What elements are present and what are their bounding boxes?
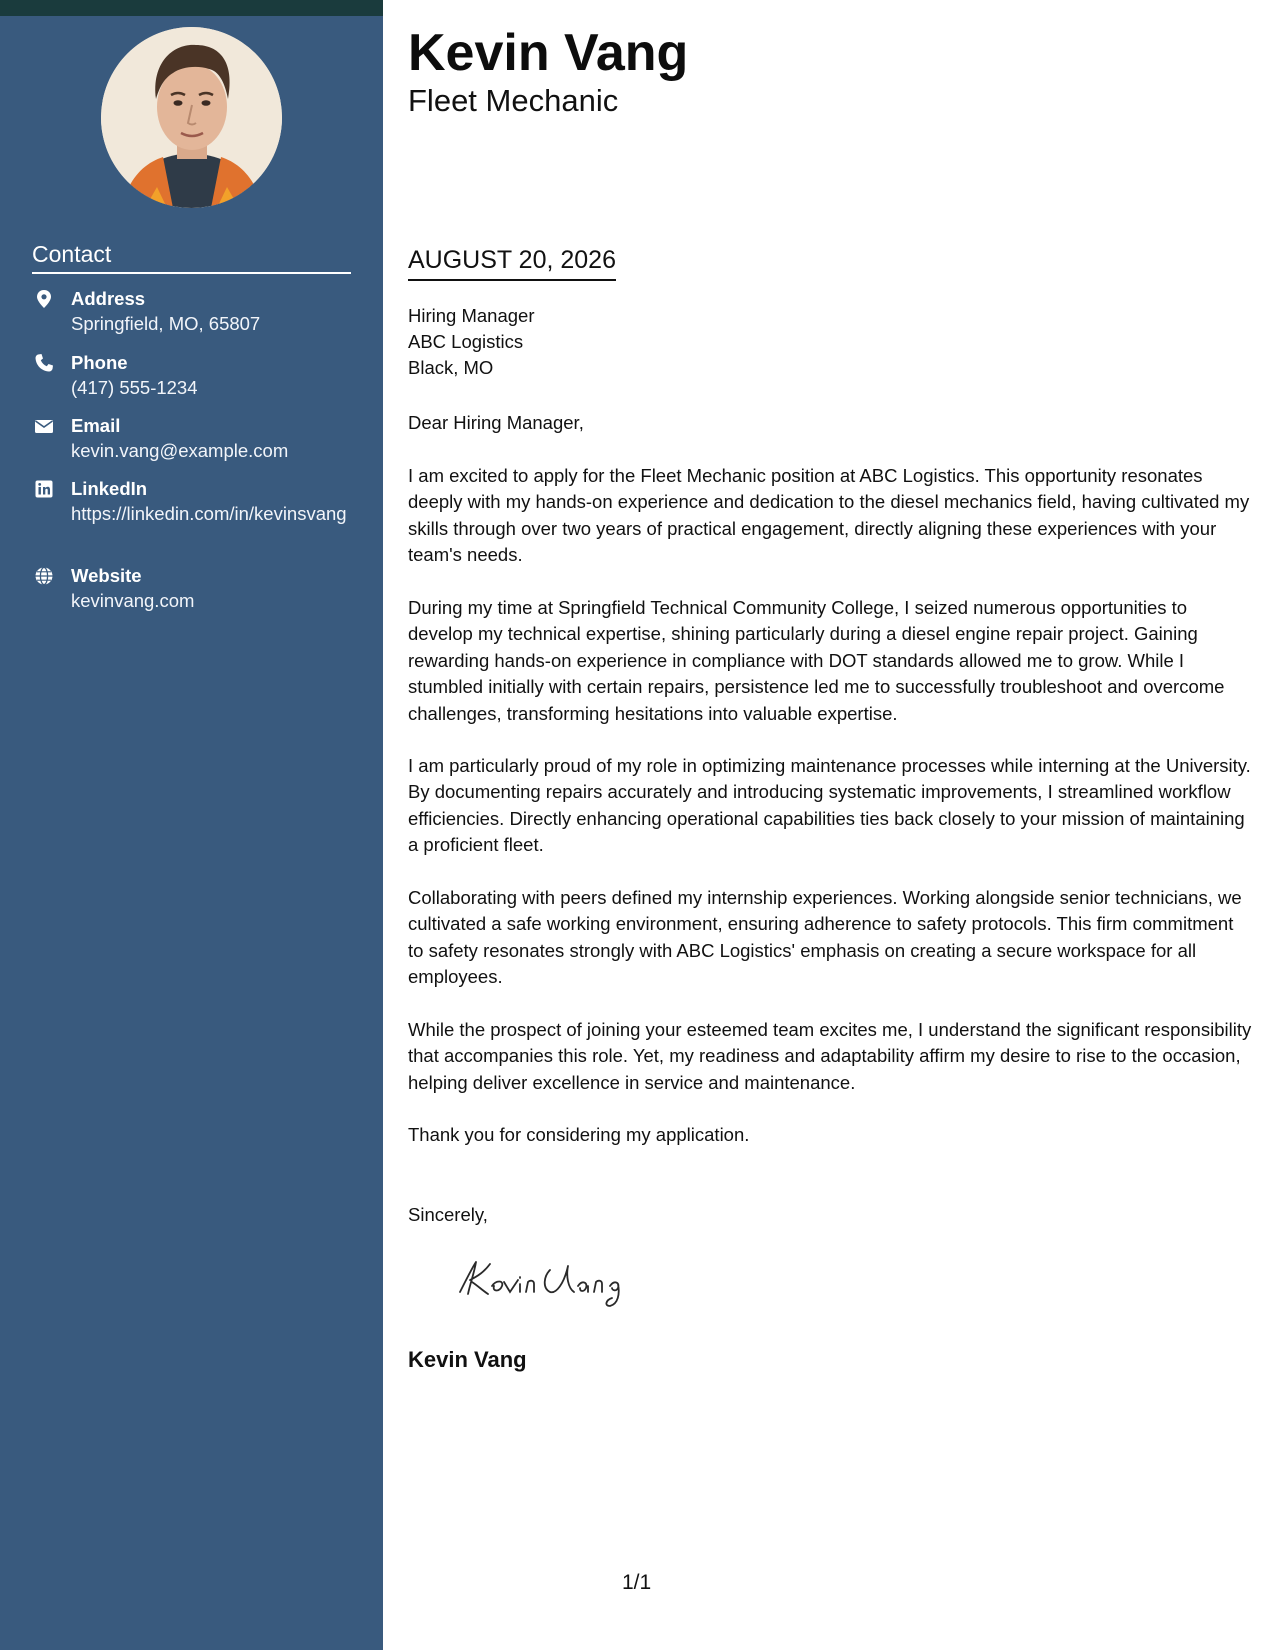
recipient-line: Hiring Manager [408, 305, 535, 326]
body-paragraph: I am excited to apply for the Fleet Mechanic position at ABC Logistics. This opportunity resonates deeply with my hands-on experience and dedication to the diesel mechanics field, having cultivated my skills through over two years of practical engagement, directly aligning these experiences with your team's needs. [408, 465, 1250, 566]
email-value[interactable]: kevin.vang@example.com [71, 440, 289, 461]
letter-date: AUGUST 20, 2026 [408, 244, 616, 281]
candidate-name: Kevin Vang [408, 24, 689, 82]
envelope-icon [34, 416, 54, 436]
avatar [101, 27, 282, 208]
address-label: Address [71, 288, 146, 309]
globe-icon [34, 566, 54, 586]
salutation: Dear Hiring Manager, [408, 412, 584, 433]
job-title: Fleet Mechanic [408, 83, 619, 118]
body-paragraph: Collaborating with peers defined my internship experiences. Working alongside senior technicians, we cultivated a safe working environment, ensuring adherence to safety protocols. This firm commitment to safety resonates strongly with ABC Logistics' emphasis on creating a secure workspace for all employees. [408, 887, 1242, 988]
recipient-block [408, 303, 534, 381]
closing: Sincerely, [408, 1204, 488, 1225]
body-paragraph: During my time at Springfield Technical Community College, I seized numerous opportunities to develop my technical expertise, shining particularly during a diesel engine repair project. Gaining rewarding hands-on experience in compliance with DOT standards allowed me to grow. While I stumbled initially with certain repairs, persistence led me to successfully troubleshoot and overcome challenges, transforming hesitations into valuable expertise. [408, 597, 1225, 724]
recipient-line: Black, MO [408, 357, 494, 378]
body-paragraph: I am particularly proud of my role in optimizing maintenance processes while interning at the University. By documenting repairs accurately and introducing systematic improvements, I streamlined workflow efficiencies. Directly enhancing operational capabilities ties back closely to your mission of maintaining a proficient fleet. [408, 755, 1251, 856]
recipient-line: ABC Logistics [408, 331, 524, 352]
linkedin-label: LinkedIn [71, 478, 148, 499]
phone-icon [34, 353, 54, 373]
website-value[interactable]: kevinvang.com [71, 590, 195, 611]
body-paragraph: While the prospect of joining your esteemed team excites me, I understand the significant responsibility that accompanies this role. Yet, my readiness and adaptability affirm my desire to rise to the occasion, helping deliver excellence in service and maintenance. [408, 1019, 1252, 1093]
map-pin-icon [34, 289, 54, 309]
email-label: Email [71, 415, 121, 436]
signer-name: Kevin Vang [408, 1347, 527, 1372]
contact-heading: Contact [32, 240, 351, 274]
page-number: 1/1 [622, 1571, 652, 1594]
phone-label: Phone [71, 352, 128, 373]
sidebar [0, 0, 383, 1650]
body-paragraph: Thank you for considering my application. [408, 1124, 750, 1145]
address-value: Springfield, MO, 65807 [71, 313, 261, 334]
phone-value: (417) 555-1234 [71, 377, 198, 398]
linkedin-icon [34, 479, 54, 499]
signature [446, 1250, 646, 1310]
website-label: Website [71, 565, 142, 586]
sidebar-top-bar [0, 0, 383, 16]
linkedin-value[interactable]: https://linkedin.com/in/kevinsvang [71, 503, 347, 524]
